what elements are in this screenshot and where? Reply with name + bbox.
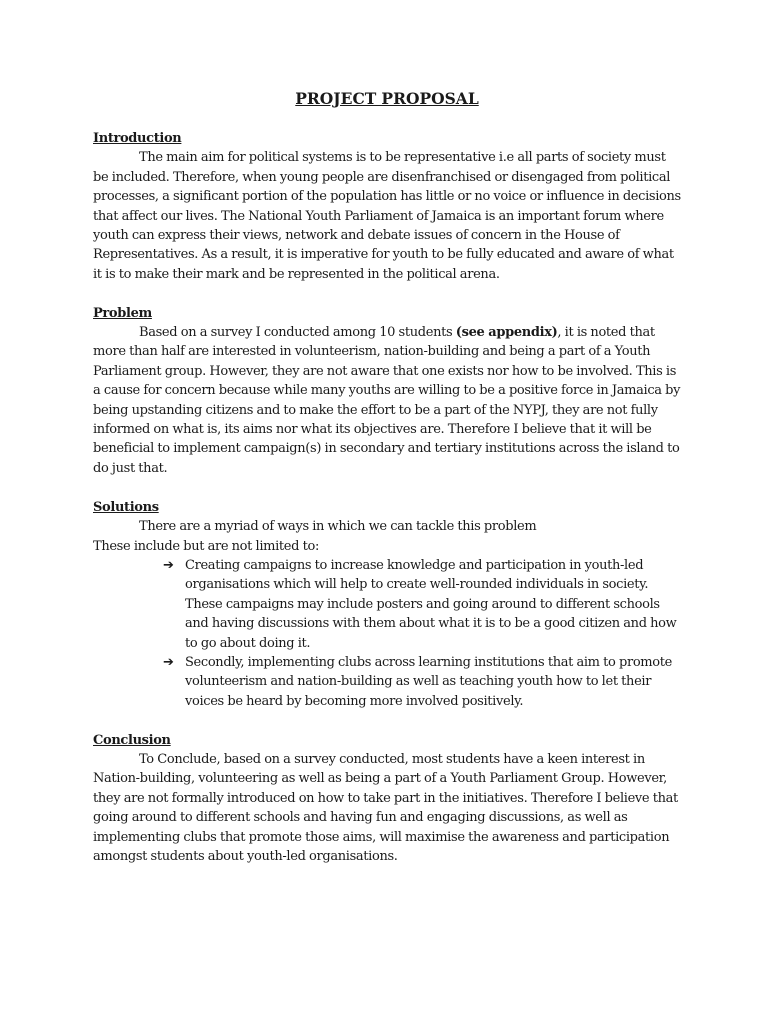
document-page <box>93 88 681 886</box>
list-item <box>163 556 681 653</box>
conclusion-heading: Conclusion <box>93 732 171 748</box>
introduction-paragraph: The main aim for political systems is to be representative i.e all parts of society must be included. Therefore, when young people are disenfranchised or disengaged from political processes, a significant portion of the population has little or no voice or influence in decisions that affect our lives. The National Youth Parliament of Jamaica is an important forum where youth can express their views, network and debate issues of concern in the House of Representatives. As a result, it is imperative for youth to be fully educated and aware of what it is to make their mark and be represented in the political arena. <box>93 150 681 282</box>
list-item <box>163 653 681 711</box>
introduction-heading: Introduction <box>93 131 182 146</box>
solutions-heading: Solutions <box>93 499 159 515</box>
solutions-list <box>93 556 681 711</box>
arrow-bullet-icon: ➔ <box>163 557 174 573</box>
list-item-text: Creating campaigns to increase knowledge and participation in youth-led organisations which will help to create well-rounded individuals in society. These campaigns may include posters and going around to different schools and having discussions with them about what it is to be a good citizen and how to go about doing it. <box>185 557 677 651</box>
problem-heading: Problem <box>93 305 152 321</box>
introduction-section <box>93 129 681 284</box>
appendix-reference: (see appendix) <box>455 325 558 341</box>
conclusion-section <box>93 731 681 867</box>
problem-paragraph <box>93 323 681 478</box>
solutions-lead: These include but are not limited to: <box>93 538 319 554</box>
problem-text-before: Based on a survey I conducted among 10 students <box>139 325 456 341</box>
problem-text-after: , it is noted that more than half are interested in volunteerism, nation-building and being a part of a Youth Parliament group. However, they are not aware that one exists nor how to be involved. This is a cause for concern because while many youths are willing to be a positive force in Jamaica by being upstanding citizens and to make the effort to be a part of the NYPJ, they are not fully informed on what is, its aims nor what its objectives are. Therefore I believe that it will be beneficial to implement campaign(s) in secondary and tertiary institutions across the island to do just that. <box>93 325 681 476</box>
conclusion-paragraph: To Conclude, based on a survey conducted, most students have a keen interest in Nation-building, volunteering as well as being a part of a Youth Parliament Group. However, they are not formally introduced on how to take part in the initiatives. Therefore I believe that going around to different schools and having fun and engaging discussions, as well as implementing clubs that promote those aims, will maximise the awareness and participation amongst students about youth-led organisations. <box>93 751 678 864</box>
list-item-text: Secondly, implementing clubs across learning institutions that aim to promote volunteerism and nation-building as well as teaching youth how to let their voices be heard by becoming more involved positively. <box>185 654 672 709</box>
arrow-bullet-icon: ➔ <box>163 654 174 670</box>
solutions-section <box>93 498 681 711</box>
problem-section <box>93 304 681 479</box>
solutions-intro: There are a myriad of ways in which we can tackle this problem <box>139 519 537 535</box>
document-title: PROJECT PROPOSAL <box>295 89 479 108</box>
